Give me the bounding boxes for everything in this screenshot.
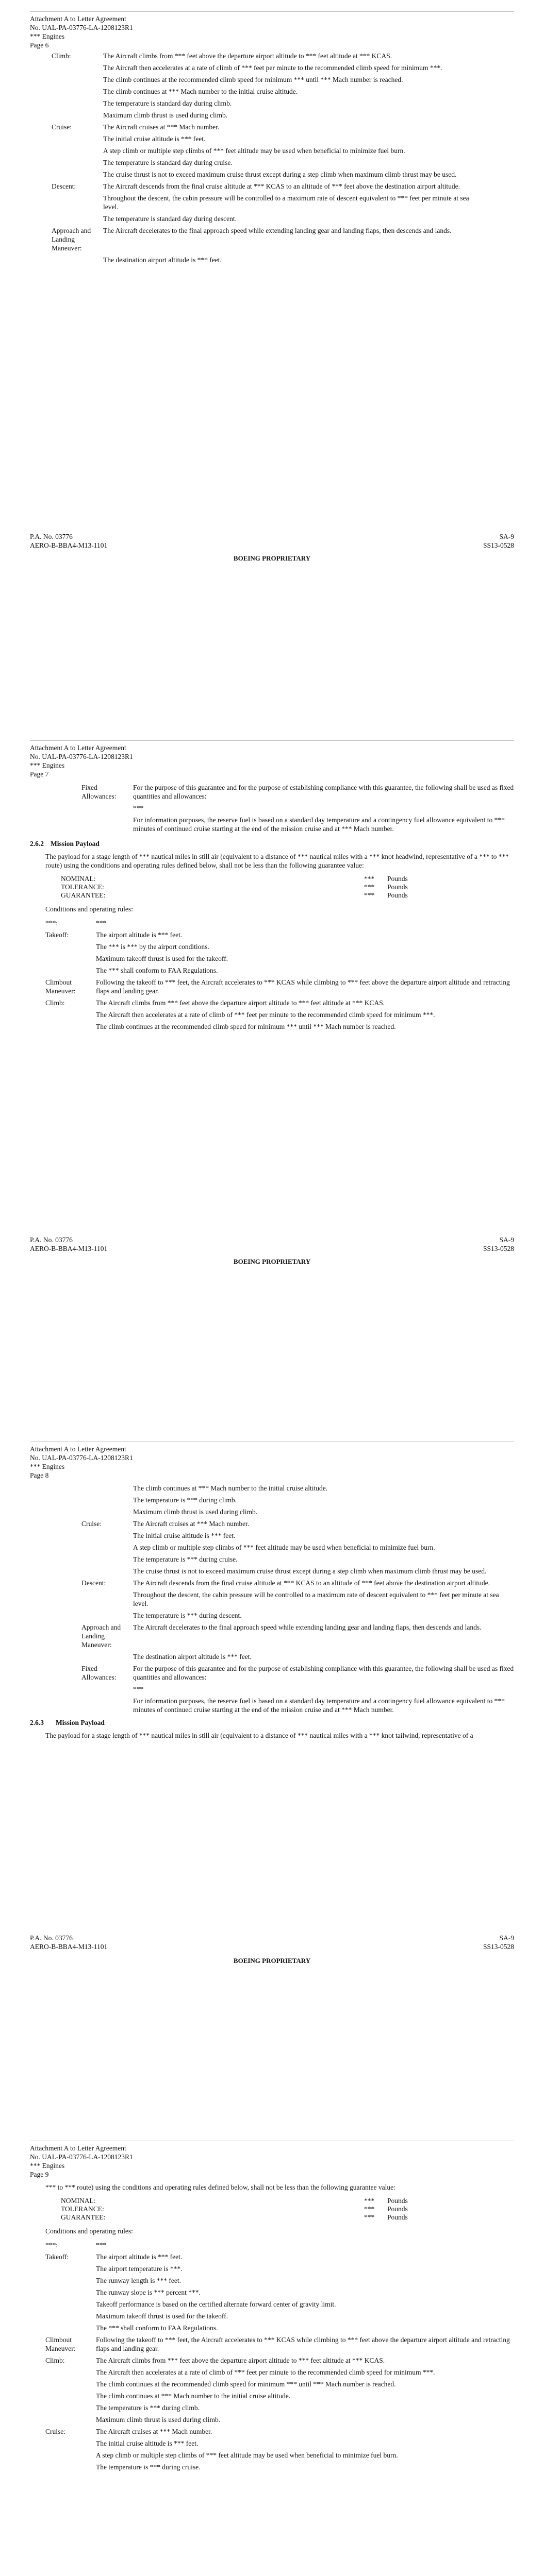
condition-text: Maximum takeoff thrust is used for the takeoff. xyxy=(96,955,228,962)
guarantee-table xyxy=(30,875,515,900)
condition-row-cruise xyxy=(45,2427,515,2436)
guarantee-label: TOLERANCE: xyxy=(61,2205,104,2213)
page-divider xyxy=(30,11,514,12)
condition-label: Fixed Allowances: xyxy=(81,1665,117,1681)
footer-aero-code: AERO-B-BBA4-M13-1101 xyxy=(30,1943,108,1951)
guarantee-value: *** xyxy=(364,883,375,891)
condition-text: The Aircraft decelerates to the final approach speed while extending landing gear and landing flaps, then descends and lands. xyxy=(103,227,452,234)
condition-row-climb xyxy=(52,52,474,60)
header-line: Attachment A to Letter Agreement xyxy=(30,15,126,23)
condition-text: The cruise thrust is not to exceed maximum cruise thrust except during a step climb when maximum climb thrust may be used. xyxy=(103,171,457,178)
condition-text: The temperature is standard day during cruise. xyxy=(103,159,233,166)
page-7 xyxy=(0,703,544,1406)
page-body xyxy=(52,52,474,267)
page-header xyxy=(30,14,133,49)
section-number: 2.6.2 xyxy=(30,840,44,848)
guarantee-value: *** xyxy=(364,891,375,899)
condition-text: The runway slope is *** percent ***. xyxy=(96,2289,201,2296)
conditions-list xyxy=(45,919,515,1031)
condition-text: The climb continues at *** Mach number to the initial cruise altitude. xyxy=(103,88,298,95)
page-header xyxy=(30,1445,133,1480)
guarantee-row xyxy=(45,875,515,883)
guarantee-value: *** xyxy=(364,2213,375,2221)
header-line: No. UAL-PA-03776-LA-1208123R1 xyxy=(30,753,133,760)
condition-text: Throughout the descent, the cabin pressure will be controlled to a maximum rate of descent equivalent to *** feet per minute at sea level. xyxy=(133,1591,499,1607)
condition-text: The Aircraft then accelerates at a rate of climb of *** feet per minute to the recommended climb speed for minimum ***. xyxy=(96,1011,435,1019)
header-line: *** Engines xyxy=(30,761,65,769)
guarantee-unit: Pounds xyxy=(387,883,408,891)
condition-text: The airport altitude is *** feet. xyxy=(96,2253,183,2261)
guarantee-unit: Pounds xyxy=(387,2205,408,2213)
condition-text: The Aircraft descends from the final cruise altitude at *** KCAS to an altitude of *** feet above the destination airport altitude. xyxy=(103,182,460,190)
footer-pa-number: P.A. No. 03776 xyxy=(30,533,73,540)
footer-sa: SA-9 xyxy=(499,1236,514,1244)
condition-text: The temperature is *** during climb. xyxy=(133,1496,237,1504)
condition-text: A step climb or multiple step climbs of *** feet altitude may be used when beneficial to minimize fuel burn. xyxy=(103,147,405,155)
condition-text: *** xyxy=(96,2241,107,2249)
header-line: Attachment A to Letter Agreement xyxy=(30,2144,126,2152)
condition-text: The cruise thrust is not to exceed maximum cruise thrust except during a step climb when maximum climb thrust may be used. xyxy=(133,1567,487,1575)
footer-sa: SA-9 xyxy=(499,533,514,540)
guarantee-row xyxy=(45,883,515,891)
page-9 xyxy=(0,2110,544,2576)
condition-label: Climbout Maneuver: xyxy=(45,978,76,995)
guarantee-value: *** xyxy=(364,875,375,883)
fixed-allowances-row xyxy=(81,783,515,801)
page-body xyxy=(30,1484,515,1745)
section-title: Mission Payload xyxy=(51,840,100,848)
page-number: Page 6 xyxy=(30,41,49,49)
guarantee-row xyxy=(45,2205,515,2213)
footer-pa-number: P.A. No. 03776 xyxy=(30,1236,73,1244)
condition-row-fixed xyxy=(81,1664,515,1682)
condition-text: The Aircraft descends from the final cruise altitude at *** KCAS to an altitude of *** feet above the destination airport altitude. xyxy=(133,1579,490,1587)
footer-ss: SS13-0528 xyxy=(483,1943,514,1951)
page-number: Page 9 xyxy=(30,2171,49,2178)
page-divider xyxy=(30,740,514,741)
condition-row-takeoff xyxy=(45,2252,515,2261)
condition-text: Maximum climb thrust is used during climb. xyxy=(96,2416,221,2424)
header-line: Attachment A to Letter Agreement xyxy=(30,744,126,752)
condition-label: Approach and Landing Maneuver: xyxy=(52,227,91,252)
guarantee-table xyxy=(30,2197,515,2222)
condition-row-climbout xyxy=(45,2335,515,2353)
page-number: Page 8 xyxy=(30,1471,49,1479)
condition-text: Throughout the descent, the cabin pressure will be controlled to a maximum rate of descent equivalent to *** feet per minute at sea level. xyxy=(103,194,469,211)
condition-row-climbout xyxy=(45,978,515,995)
condition-label: Cruise: xyxy=(45,2428,65,2435)
guarantee-unit: Pounds xyxy=(387,2197,408,2205)
guarantee-unit: Pounds xyxy=(387,875,408,883)
header-line: No. UAL-PA-03776-LA-1208123R1 xyxy=(30,2153,133,2161)
page-body xyxy=(30,2183,515,2475)
guarantee-label: GUARANTEE: xyxy=(61,2213,106,2221)
condition-text: The *** shall conform to FAA Regulations. xyxy=(96,967,218,974)
condition-label: ***: xyxy=(45,919,58,927)
condition-label: Descent: xyxy=(81,1579,106,1587)
condition-row-descent xyxy=(52,182,474,191)
section-title: Mission Payload xyxy=(56,1719,105,1726)
page-6 xyxy=(0,0,544,703)
conditions-list xyxy=(45,2241,515,2471)
header-line: Attachment A to Letter Agreement xyxy=(30,1445,126,1453)
condition-row-climb xyxy=(45,2356,515,2365)
condition-label: ***: xyxy=(45,2241,58,2249)
condition-label: Cruise: xyxy=(81,1520,102,1528)
condition-text: The temperature is standard day during climb. xyxy=(103,99,232,107)
condition-text: The destination airport altitude is *** feet. xyxy=(133,1653,252,1660)
condition-text: The climb continues at the recommended climb speed for minimum *** until *** Mach number is reached. xyxy=(103,76,403,83)
condition-text: The Aircraft climbs from *** feet above the departure airport altitude to *** feet altitude at *** KCAS. xyxy=(96,2357,385,2364)
condition-row-descent xyxy=(81,1579,515,1587)
condition-row xyxy=(45,919,515,927)
header-line: *** Engines xyxy=(30,1463,65,1470)
condition-text: The temperature is *** during cruise. xyxy=(96,2463,201,2471)
condition-text: Maximum climb thrust is used during climb. xyxy=(103,111,228,119)
proprietary-label: BOEING PROPRIETARY xyxy=(233,554,311,562)
guarantee-row xyxy=(45,2197,515,2205)
page-header xyxy=(30,2144,133,2179)
section-paragraph: The payload for a stage length of *** nautical miles in still air (equivalent to a distance of *** nautical miles with a *** knot tailwind, representative of a xyxy=(45,1732,473,1739)
guarantee-row xyxy=(45,2213,515,2222)
condition-text: The Aircraft then accelerates at a rate of climb of *** feet per minute to the recommended climb speed for minimum ***. xyxy=(96,2368,435,2376)
header-line: *** Engines xyxy=(30,32,65,40)
condition-text: A step climb or multiple step climbs of *** feet altitude may be used when beneficial to minimize fuel burn. xyxy=(133,1544,435,1551)
guarantee-value: *** xyxy=(364,2197,375,2205)
condition-text: The Aircraft climbs from *** feet above the departure airport altitude to *** feet altitude at *** KCAS. xyxy=(96,999,385,1007)
footer-sa: SA-9 xyxy=(499,1934,514,1942)
condition-text: For the purpose of this guarantee and for the purpose of establishing compliance with this guarantee, the following shall be used as fixed quantities and allowances: xyxy=(133,1665,514,1681)
condition-row-takeoff xyxy=(45,930,515,939)
condition-text: The climb continues at the recommended climb speed for minimum *** until *** Mach number is reached. xyxy=(96,1023,396,1030)
condition-text: For information purposes, the reserve fuel is based on a standard day temperature and a contingency fuel allowance equivalent to *** minutes of continued cruise starting at the end of the mission cruise and at *** Mach number. xyxy=(133,1697,505,1714)
condition-label: Fixed Allowances: xyxy=(81,784,117,800)
section-heading xyxy=(30,839,515,848)
condition-text: The Aircraft decelerates to the final approach speed while extending landing gear and landing flaps, then descends and lands. xyxy=(133,1623,482,1631)
condition-text: The destination airport altitude is *** feet. xyxy=(103,256,222,264)
condition-text: The initial cruise altitude is *** feet. xyxy=(133,1532,236,1539)
footer-aero-code: AERO-B-BBA4-M13-1101 xyxy=(30,541,108,549)
header-line: No. UAL-PA-03776-LA-1208123R1 xyxy=(30,1454,133,1462)
guarantee-label: GUARANTEE: xyxy=(61,891,106,899)
condition-label: Cruise: xyxy=(52,123,72,131)
section-paragraph: *** to *** route) using the conditions and operating rules defined below, shall not be less than the following guarantee value: xyxy=(45,2183,395,2191)
section-number: 2.6.3 xyxy=(30,1719,44,1726)
condition-label: Approach and Landing Maneuver: xyxy=(81,1623,121,1649)
section-paragraph: The payload for a stage length of *** nautical miles in still air (equivalent to a distance of *** nautical miles with a *** knot headwind, representative of a *** to *** route) using the conditions and operating rules defined below, shall not be less than the following guarantee value: xyxy=(45,853,509,869)
condition-row xyxy=(45,2241,515,2249)
condition-text: Following the takeoff to *** feet, the Aircraft accelerates to *** KCAS while climbing to *** feet above the departure airport altitude and retracting flaps and landing gear. xyxy=(96,978,510,995)
condition-text: The climb continues at *** Mach number to the initial cruise altitude. xyxy=(133,1484,328,1492)
condition-text: The Aircraft then accelerates at a rate of climb of *** feet per minute to the recommended climb speed for minimum ***. xyxy=(103,64,442,72)
condition-text: Maximum takeoff thrust is used for the takeoff. xyxy=(96,2312,228,2320)
condition-text: The runway length is *** feet. xyxy=(96,2277,181,2284)
condition-text: The climb continues at the recommended climb speed for minimum *** until *** Mach number is reached. xyxy=(96,2380,396,2388)
condition-row-approach xyxy=(52,226,474,252)
proprietary-label: BOEING PROPRIETARY xyxy=(233,1957,311,1964)
condition-text: The temperature is *** during climb. xyxy=(96,2404,200,2412)
condition-label: Climbout Maneuver: xyxy=(45,2336,76,2352)
header-line: *** Engines xyxy=(30,2162,65,2170)
conditions-heading: Conditions and operating rules: xyxy=(45,905,133,913)
guarantee-label: NOMINAL: xyxy=(61,875,96,883)
condition-text: The airport temperature is ***. xyxy=(96,2265,183,2273)
condition-label: Climb: xyxy=(52,52,71,60)
condition-text: The Aircraft cruises at *** Mach number. xyxy=(96,2428,212,2435)
condition-text: *** xyxy=(133,1685,144,1693)
condition-row-climb xyxy=(45,998,515,1007)
footer-ss: SS13-0528 xyxy=(483,541,514,549)
condition-text: The temperature is *** during cruise. xyxy=(133,1555,238,1563)
guarantee-label: TOLERANCE: xyxy=(61,883,104,891)
condition-text: The temperature is *** during descent. xyxy=(133,1612,242,1619)
condition-text: *** xyxy=(96,919,107,927)
footer-ss: SS13-0528 xyxy=(483,1245,514,1252)
condition-text: The temperature is standard day during descent. xyxy=(103,215,237,223)
condition-text: The airport altitude is *** feet. xyxy=(96,931,183,939)
condition-row-approach xyxy=(81,1623,515,1649)
condition-label: Descent: xyxy=(52,182,76,190)
footer-pa-number: P.A. No. 03776 xyxy=(30,1934,73,1942)
proprietary-label: BOEING PROPRIETARY xyxy=(233,1258,311,1265)
conditions-heading: Conditions and operating rules: xyxy=(45,2227,133,2235)
condition-label: Climb: xyxy=(45,999,65,1007)
condition-text: The *** is *** by the airport conditions. xyxy=(96,943,209,951)
condition-label: Climb: xyxy=(45,2357,65,2364)
condition-row-cruise xyxy=(52,123,474,131)
condition-text: The Aircraft cruises at *** Mach number. xyxy=(133,1520,250,1528)
header-line: No. UAL-PA-03776-LA-1208123R1 xyxy=(30,24,133,31)
page-body xyxy=(30,783,515,1034)
condition-text: For information purposes, the reserve fuel is based on a standard day temperature and a contingency fuel allowance equivalent to *** minutes of continued cruise starting at the end of the mission cruise and at *** Mach number. xyxy=(133,816,505,833)
footer-aero-code: AERO-B-BBA4-M13-1101 xyxy=(30,1245,108,1252)
page-header xyxy=(30,743,133,778)
condition-label: Takeoff: xyxy=(45,2253,69,2261)
condition-text: The Aircraft climbs from *** feet above the departure airport altitude to *** feet altitude at *** KCAS. xyxy=(103,52,392,60)
page-8 xyxy=(0,1406,544,2110)
section-heading xyxy=(30,1718,515,1727)
guarantee-value: *** xyxy=(364,2205,375,2213)
guarantee-row xyxy=(45,891,515,900)
condition-label: Takeoff: xyxy=(45,931,69,939)
condition-row-cruise xyxy=(81,1519,515,1528)
condition-text: Maximum climb thrust is used during climb. xyxy=(133,1508,258,1516)
condition-text: Takeoff performance is based on the certified alternate forward center of gravity limit. xyxy=(96,2300,336,2308)
condition-text: The *** shall conform to FAA Regulations. xyxy=(96,2324,218,2332)
condition-text: The initial cruise altitude is *** feet. xyxy=(96,2439,199,2447)
conditions-list xyxy=(81,1484,515,1714)
guarantee-unit: Pounds xyxy=(387,2213,408,2221)
condition-text: The climb continues at *** Mach number to the initial cruise altitude. xyxy=(96,2392,291,2400)
condition-text: A step climb or multiple step climbs of *** feet altitude may be used when beneficial to minimize fuel burn. xyxy=(96,2451,398,2459)
condition-text: The Aircraft cruises at *** Mach number. xyxy=(103,123,220,131)
condition-text: Following the takeoff to *** feet, the Aircraft accelerates to *** KCAS while climbing to *** feet above the departure airport altitude and retracting flaps and landing gear. xyxy=(96,2336,510,2352)
condition-text: The initial cruise altitude is *** feet. xyxy=(103,135,206,143)
guarantee-unit: Pounds xyxy=(387,891,408,899)
guarantee-label: NOMINAL: xyxy=(61,2197,96,2205)
condition-text: *** xyxy=(133,804,144,812)
condition-text: For the purpose of this guarantee and for the purpose of establishing compliance with this guarantee, the following shall be used as fixed quantities and allowances: xyxy=(133,784,514,800)
page-number: Page 7 xyxy=(30,770,49,778)
